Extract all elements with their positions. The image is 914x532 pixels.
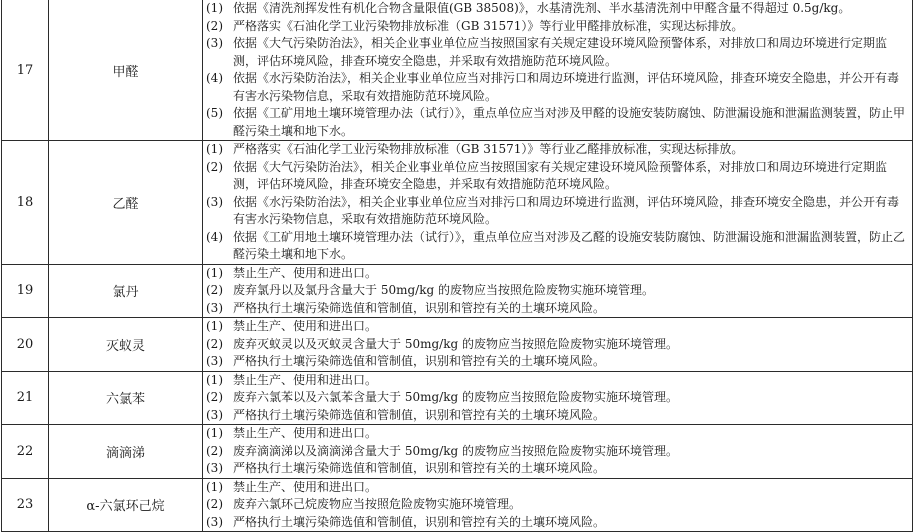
table-row (2, 141, 913, 265)
measure-text: 依据《大气污染防治法》，相关企业事业单位应当按照国家有关规定建设环境风险预警体系，对排放口和周边环境进行定期监测，评估环境风险，排查环境安全隐患，并采取有效措施防范环境风险。 (233, 36, 888, 68)
table-body (2, 0, 913, 532)
measure-text: 严格执行土壤污染筛选值和管制值，识别和管控有关的土壤环境风险。 (233, 407, 606, 422)
measure-item (206, 336, 910, 354)
row-number-cell: 23 (2, 478, 49, 532)
measure-marker: (2) (206, 390, 223, 404)
measure-text: 废弃六氯苯以及六氯苯含量大于 50mg/kg 的废物应当按照危险废物实施环境管理。 (233, 390, 678, 404)
row-number-cell: 18 (2, 141, 49, 265)
measure-item (206, 282, 910, 300)
measure-item (206, 460, 910, 478)
measure-marker: (3) (206, 36, 223, 50)
measure-marker: (1) (206, 142, 223, 156)
substance-name-cell: α-六氯环己烷 (49, 478, 203, 532)
measure-item (206, 300, 910, 318)
control-measures-cell (203, 318, 913, 372)
measure-text: 依据《水污染防治法》，相关企业事业单位应当对排污口和周边环境进行监测，评估环境风险，排查环境安全隐患，并公开有毒有害水污染物信息，采取有效措施防范环境风险。 (233, 194, 900, 226)
measure-marker: (4) (206, 229, 223, 244)
substance-name-cell: 灭蚁灵 (49, 318, 203, 372)
measure-marker: (3) (206, 194, 223, 209)
row-number-cell: 20 (2, 318, 49, 372)
measure-marker: (1) (206, 1, 223, 15)
measure-text: 废弃灭蚁灵以及灭蚁灵含量大于 50mg/kg 的废物应当按照危险废物实施环境管理。 (233, 336, 678, 351)
measure-item (206, 35, 910, 70)
measure-text: 依据《清洗剂挥发性有机化合物含量限值(GB 38508)》，水基清洗剂、半水基清洗剂中甲醛含量不得超过 0.5g/kg。 (233, 1, 851, 15)
measure-marker: (3) (206, 407, 223, 422)
measure-item (206, 389, 910, 407)
row-number-cell: 17 (2, 0, 49, 141)
measure-text: 依据《工矿用地土壤环境管理办法（试行）》，重点单位应当对涉及乙醛的设施安装防腐蚀、防泄漏设施和泄漏监测装置，防止乙醛污染土壤和地下水。 (233, 229, 906, 261)
measure-text: 依据《大气污染防治法》，相关企业事业单位应当按照国家有关规定建设环境风险预警体系，对排放口和周边环境进行定期监测，评估环境风险，排查环境安全隐患，并采取有效措施防范环境风险。 (233, 159, 888, 191)
measure-item (206, 407, 910, 425)
control-measures-cell (203, 141, 913, 265)
measure-marker: (3) (206, 514, 223, 529)
measure-item (206, 141, 910, 159)
measure-item (206, 425, 910, 443)
substance-name-cell: 甲醛 (49, 0, 203, 141)
measure-marker: (2) (206, 159, 223, 174)
measure-marker: (3) (206, 461, 223, 475)
measure-item (206, 514, 910, 532)
measure-text: 严格执行土壤污染筛选值和管制值，识别和管控有关的土壤环境风险。 (233, 354, 606, 368)
measure-text: 废弃六氯环己烷废物应当按照危险废物实施环境管理。 (233, 497, 522, 511)
row-number-cell: 22 (2, 425, 49, 479)
measure-item (206, 105, 910, 140)
measure-marker: (1) (206, 426, 223, 440)
measure-marker: (2) (206, 18, 223, 33)
substance-name-cell: 六氯苯 (49, 371, 203, 425)
row-number-cell: 21 (2, 371, 49, 425)
substance-name-cell: 乙醛 (49, 141, 203, 265)
table-row (2, 0, 913, 141)
measure-marker: (4) (206, 71, 223, 85)
measure-marker: (1) (206, 319, 223, 333)
measure-text: 严格落实《石油化学工业污染物排放标准（GB 31571）》等行业乙醛排放标准，实现达标排放。 (233, 142, 744, 156)
measure-text: 废弃氯丹以及氯丹含量大于 50mg/kg 的废物应当按照危险废物实施环境管理。 (233, 283, 654, 297)
table-row (2, 478, 913, 532)
row-number-cell: 19 (2, 264, 49, 318)
control-measures-cell (203, 264, 913, 318)
measure-text: 禁止生产、使用和进出口。 (233, 426, 378, 440)
measure-text: 禁止生产、使用和进出口。 (233, 479, 378, 494)
measure-marker: (2) (206, 336, 223, 351)
table-row (2, 371, 913, 425)
measure-item (206, 372, 910, 390)
measure-item (206, 265, 910, 283)
control-measures-cell (203, 478, 913, 532)
measure-item (206, 229, 910, 264)
measure-text: 禁止生产、使用和进出口。 (233, 265, 378, 280)
measure-item (206, 18, 910, 36)
measure-item (206, 353, 910, 371)
measure-item (206, 194, 910, 229)
table-row (2, 425, 913, 479)
measure-item (206, 159, 910, 194)
control-measures-cell (203, 0, 913, 141)
measure-text: 依据《工矿用地土壤环境管理办法（试行）》，重点单位应当对涉及甲醛的设施安装防腐蚀、防泄漏设施和泄漏监测装置，防止甲醛污染土壤和地下水。 (233, 106, 906, 138)
measure-marker: (2) (206, 497, 223, 511)
measure-item (206, 496, 910, 514)
measure-marker: (3) (206, 300, 223, 315)
control-measures-cell (203, 371, 913, 425)
measure-text: 严格落实《石油化学工业污染物排放标准（GB 31571）》等行业甲醛排放标准，实现达标排放。 (233, 18, 744, 33)
measure-marker: (2) (206, 283, 223, 297)
table-row (2, 318, 913, 372)
measure-text: 严格执行土壤污染筛选值和管制值，识别和管控有关的土壤环境风险。 (233, 514, 606, 529)
measure-marker: (1) (206, 372, 223, 387)
measure-item (206, 70, 910, 105)
regulation-table (1, 0, 913, 532)
table-row (2, 264, 913, 318)
measure-text: 严格执行土壤污染筛选值和管制值，识别和管控有关的土壤环境风险。 (233, 300, 606, 315)
control-measures-cell (203, 425, 913, 479)
measure-text: 严格执行土壤污染筛选值和管制值，识别和管控有关的土壤环境风险。 (233, 461, 606, 475)
measure-marker: (1) (206, 479, 223, 494)
measure-marker: (1) (206, 265, 223, 280)
substance-name-cell: 滴滴涕 (49, 425, 203, 479)
measure-text: 禁止生产、使用和进出口。 (233, 372, 378, 387)
measure-text: 废弃滴滴涕以及滴滴涕含量大于 50mg/kg 的废物应当按照危险废物实施环境管理。 (233, 443, 678, 458)
measure-item (206, 318, 910, 336)
measure-text: 依据《水污染防治法》，相关企业事业单位应当对排污口和周边环境进行监测，评估环境风险，排查环境安全隐患，并公开有毒有害水污染物信息，采取有效措施防范环境风险。 (233, 71, 900, 103)
measure-item (206, 443, 910, 461)
measure-marker: (3) (206, 354, 223, 368)
measure-item (206, 479, 910, 497)
measure-item (206, 0, 910, 18)
substance-name-cell: 氯丹 (49, 264, 203, 318)
measure-marker: (5) (206, 106, 223, 120)
measure-text: 禁止生产、使用和进出口。 (233, 319, 378, 333)
measure-marker: (2) (206, 443, 223, 458)
